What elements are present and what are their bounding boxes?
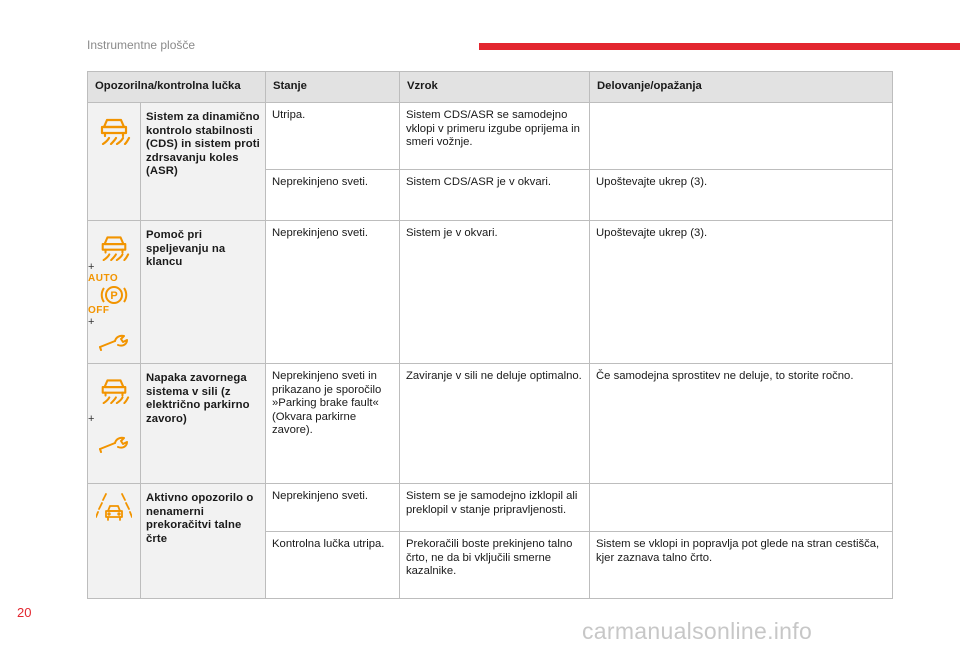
skid-car-icon bbox=[97, 111, 131, 145]
stanje-cell: Neprekinjeno sveti. bbox=[266, 221, 400, 364]
icon-cell bbox=[88, 221, 141, 364]
section-accent-bar bbox=[479, 43, 960, 50]
icon-cell bbox=[88, 364, 141, 484]
delovanje-cell: Če samodejna sprostitev ne deluje, to storite ročno. bbox=[590, 364, 893, 484]
vzrok-cell: Sistem se je samodejno izklopil ali preklopil v stanje pripravljenosti. bbox=[400, 484, 590, 532]
vzrok-cell: Prekoračili boste prekinjeno talno črto, ne da bi vključili smerne kazalnike. bbox=[400, 532, 590, 599]
column-header-light: Opozorilna/kontrolna lučka bbox=[88, 72, 266, 103]
light-name: Aktivno opozorilo o nenamerni prekoračitvi talne črte bbox=[141, 484, 266, 599]
light-name: Napaka zavornega sistema v sili (z električno parkirno zavoro) bbox=[141, 364, 266, 484]
light-name: Pomoč pri speljevanju na klancu bbox=[141, 221, 266, 364]
delovanje-cell: Upoštevajte ukrep (3). bbox=[590, 170, 893, 221]
wrench-icon bbox=[97, 431, 131, 453]
stanje-cell: Neprekinjeno sveti in prikazano je sporočilo »Parking brake fault« (Okvara parkirne zavore). bbox=[266, 364, 400, 484]
light-name: Sistem za dinamično kontrolo stabilnosti (CDS) in sistem proti zdrsavanju koles (ASR) bbox=[141, 103, 266, 221]
column-header-stanje: Stanje bbox=[266, 72, 400, 103]
skid-car-icon bbox=[98, 372, 130, 404]
wrench-icon bbox=[97, 329, 131, 351]
delovanje-cell: Upoštevajte ukrep (3). bbox=[590, 221, 893, 364]
section-title: Instrumentne plošče bbox=[87, 38, 196, 52]
vzrok-cell: Zaviranje v sili ne deluje optimalno. bbox=[400, 364, 590, 484]
skid-car-icon bbox=[98, 229, 130, 261]
page-number: 20 bbox=[17, 605, 32, 620]
auto-label: AUTO bbox=[88, 273, 119, 284]
warning-lights-table bbox=[87, 71, 893, 599]
plus-sign: + bbox=[88, 316, 95, 328]
vzrok-cell: Sistem CDS/ASR se samodejno vklopi v primeru izgube oprijema in smeri vožnje. bbox=[400, 103, 590, 170]
stanje-cell: Kontrolna lučka utripa. bbox=[266, 532, 400, 599]
delovanje-cell bbox=[590, 484, 893, 532]
icon-cell bbox=[88, 103, 141, 221]
lane-departure-car-icon bbox=[96, 492, 132, 524]
table-header-row bbox=[88, 72, 893, 103]
stanje-cell: Neprekinjeno sveti. bbox=[266, 484, 400, 532]
plus-sign: + bbox=[88, 413, 95, 425]
vzrok-cell: Sistem je v okvari. bbox=[400, 221, 590, 364]
watermark: carmanualsonline.info bbox=[582, 618, 813, 644]
plus-sign: + bbox=[88, 261, 95, 273]
delovanje-cell bbox=[590, 103, 893, 170]
column-header-delovanje: Delovanje/opažanja bbox=[590, 72, 893, 103]
parking-p-letter: P bbox=[110, 290, 118, 302]
delovanje-cell: Sistem se vklopi in popravlja pot glede na stran cestišča, kjer zaznava talno črto. bbox=[590, 532, 893, 599]
table-row bbox=[88, 484, 893, 532]
vzrok-cell: Sistem CDS/ASR je v okvari. bbox=[400, 170, 590, 221]
table-row bbox=[88, 364, 893, 484]
stanje-cell: Neprekinjeno sveti. bbox=[266, 170, 400, 221]
table-row bbox=[88, 221, 893, 364]
parking-brake-icon bbox=[99, 284, 129, 306]
stanje-cell: Utripa. bbox=[266, 103, 400, 170]
icon-cell bbox=[88, 484, 141, 599]
off-label: OFF bbox=[88, 305, 110, 316]
table-row bbox=[88, 103, 893, 170]
column-header-vzrok: Vzrok bbox=[400, 72, 590, 103]
